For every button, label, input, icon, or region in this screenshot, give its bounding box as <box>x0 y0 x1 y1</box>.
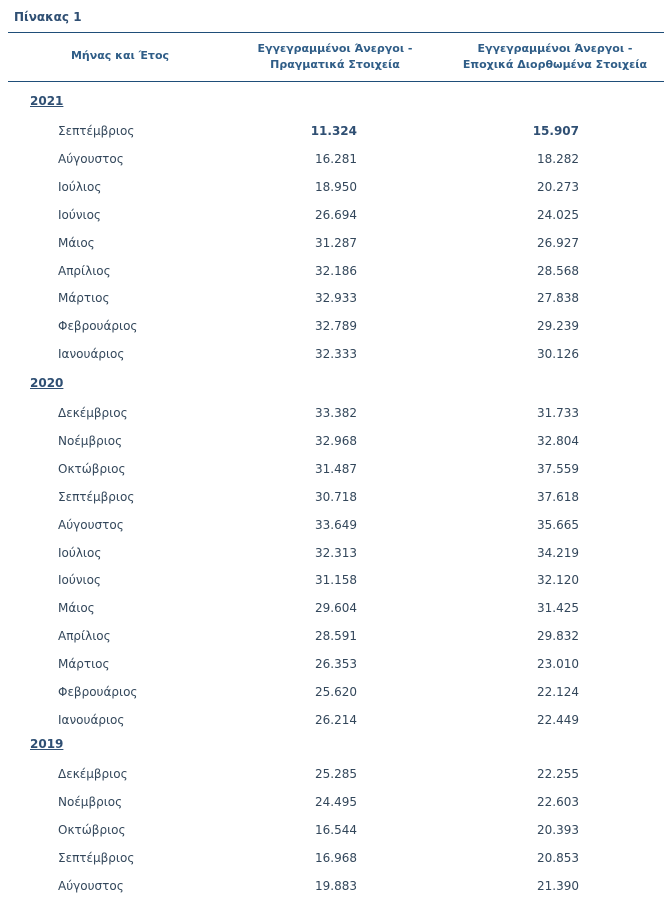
table-row <box>0 316 667 336</box>
month-cell: Σεπτέμβριος <box>58 124 135 138</box>
seasonal-value-cell: 22.603 <box>537 795 579 809</box>
table-row <box>0 121 667 141</box>
seasonal-value-cell: 29.239 <box>537 319 579 333</box>
actual-value-cell: 26.214 <box>315 713 357 727</box>
month-cell: Αύγουστος <box>58 152 124 166</box>
seasonal-value-cell: 22.124 <box>537 685 579 699</box>
seasonal-value-cell: 15.907 <box>532 124 579 138</box>
table-row <box>0 710 667 730</box>
table-row <box>0 149 667 169</box>
seasonal-value-cell: 35.665 <box>537 518 579 532</box>
actual-value-cell: 32.333 <box>315 347 357 361</box>
month-cell: Ιανουάριος <box>58 713 125 727</box>
seasonal-value-cell: 22.255 <box>537 767 579 781</box>
actual-value-cell: 32.186 <box>315 264 357 278</box>
table-row <box>0 848 667 868</box>
seasonal-value-cell: 20.393 <box>537 823 579 837</box>
actual-value-cell: 28.591 <box>315 629 357 643</box>
table-row <box>0 792 667 812</box>
actual-value-cell: 32.789 <box>315 319 357 333</box>
actual-value-cell: 25.620 <box>315 685 357 699</box>
month-cell: Απρίλιος <box>58 629 111 643</box>
table-row <box>0 515 667 535</box>
table-row <box>0 654 667 674</box>
table-row <box>0 233 667 253</box>
actual-value-cell: 30.718 <box>315 490 357 504</box>
month-cell: Μάρτιος <box>58 291 110 305</box>
table-row <box>0 876 667 896</box>
header-actual-line1: Εγγεγραμμένοι Άνεργοι - <box>257 42 413 55</box>
month-cell: Φεβρουάριος <box>58 319 138 333</box>
month-cell: Οκτώβριος <box>58 462 126 476</box>
header-month-year: Μήνας και Έτος <box>70 49 170 62</box>
table-row <box>0 626 667 646</box>
header-bottom-rule <box>8 81 664 82</box>
month-cell: Σεπτέμβριος <box>58 490 135 504</box>
actual-value-cell: 16.544 <box>315 823 357 837</box>
actual-value-cell: 16.968 <box>315 851 357 865</box>
seasonal-value-cell: 37.559 <box>537 462 579 476</box>
actual-value-cell: 33.649 <box>315 518 357 532</box>
actual-value-cell: 31.158 <box>315 573 357 587</box>
seasonal-value-cell: 34.219 <box>537 546 579 560</box>
month-cell: Αύγουστος <box>58 879 124 893</box>
year-heading: 2019 <box>30 737 64 751</box>
month-cell: Ιανουάριος <box>58 347 125 361</box>
seasonal-value-cell: 23.010 <box>537 657 579 671</box>
month-cell: Σεπτέμβριος <box>58 851 135 865</box>
actual-value-cell: 31.487 <box>315 462 357 476</box>
seasonal-value-cell: 27.838 <box>537 291 579 305</box>
month-cell: Μάρτιος <box>58 657 110 671</box>
month-cell: Φεβρουάριος <box>58 685 138 699</box>
seasonal-value-cell: 22.449 <box>537 713 579 727</box>
seasonal-value-cell: 32.804 <box>537 434 579 448</box>
seasonal-value-cell: 20.853 <box>537 851 579 865</box>
month-cell: Αύγουστος <box>58 518 124 532</box>
actual-value-cell: 24.495 <box>315 795 357 809</box>
actual-value-cell: 33.382 <box>315 406 357 420</box>
month-cell: Μάιος <box>58 236 95 250</box>
seasonal-value-cell: 29.832 <box>537 629 579 643</box>
table-row <box>0 487 667 507</box>
seasonal-value-cell: 37.618 <box>537 490 579 504</box>
seasonal-value-cell: 30.126 <box>537 347 579 361</box>
table-row <box>0 570 667 590</box>
header-seasonal-line1: Εγγεγραμμένοι Άνεργοι - <box>477 42 633 55</box>
month-cell: Μάιος <box>58 601 95 615</box>
year-heading: 2020 <box>30 376 64 390</box>
table-row <box>0 820 667 840</box>
actual-value-cell: 25.285 <box>315 767 357 781</box>
table-row <box>0 177 667 197</box>
table-row <box>0 431 667 451</box>
actual-value-cell: 29.604 <box>315 601 357 615</box>
seasonal-value-cell: 26.927 <box>537 236 579 250</box>
table-row <box>0 288 667 308</box>
table-row <box>0 261 667 281</box>
table-row <box>0 598 667 618</box>
actual-value-cell: 19.883 <box>315 879 357 893</box>
actual-value-cell: 31.287 <box>315 236 357 250</box>
table-row <box>0 403 667 423</box>
month-cell: Ιούλιος <box>58 546 102 560</box>
table-row <box>0 459 667 479</box>
month-cell: Ιούλιος <box>58 180 102 194</box>
table-row <box>0 682 667 702</box>
month-cell: Νοέμβριος <box>58 795 123 809</box>
actual-value-cell: 32.313 <box>315 546 357 560</box>
header-actual-line2: Πραγματικά Στοιχεία <box>270 58 400 71</box>
month-cell: Δεκέμβριος <box>58 406 128 420</box>
actual-value-cell: 11.324 <box>310 124 357 138</box>
table-row <box>0 344 667 364</box>
seasonal-value-cell: 32.120 <box>537 573 579 587</box>
header-seasonal <box>450 41 660 73</box>
month-cell: Οκτώβριος <box>58 823 126 837</box>
header-seasonal-line2: Εποχικά Διορθωμένα Στοιχεία <box>462 58 648 71</box>
table-row <box>0 764 667 784</box>
seasonal-value-cell: 18.282 <box>537 152 579 166</box>
seasonal-value-cell: 24.025 <box>537 208 579 222</box>
actual-value-cell: 26.353 <box>315 657 357 671</box>
table-row <box>0 205 667 225</box>
seasonal-value-cell: 20.273 <box>537 180 579 194</box>
seasonal-value-cell: 21.390 <box>537 879 579 893</box>
actual-value-cell: 32.968 <box>315 434 357 448</box>
actual-value-cell: 26.694 <box>315 208 357 222</box>
month-cell: Δεκέμβριος <box>58 767 128 781</box>
actual-value-cell: 16.281 <box>315 152 357 166</box>
month-cell: Ιούνιος <box>58 208 101 222</box>
year-heading: 2021 <box>30 94 64 108</box>
header-top-rule <box>8 32 664 33</box>
table-row <box>0 543 667 563</box>
seasonal-value-cell: 31.733 <box>537 406 579 420</box>
seasonal-value-cell: 31.425 <box>537 601 579 615</box>
table-caption: Πίνακας 1 <box>14 10 82 24</box>
month-cell: Απρίλιος <box>58 264 111 278</box>
month-cell: Νοέμβριος <box>58 434 123 448</box>
seasonal-value-cell: 28.568 <box>537 264 579 278</box>
actual-value-cell: 18.950 <box>315 180 357 194</box>
header-actual <box>230 41 440 73</box>
month-cell: Ιούνιος <box>58 573 101 587</box>
actual-value-cell: 32.933 <box>315 291 357 305</box>
